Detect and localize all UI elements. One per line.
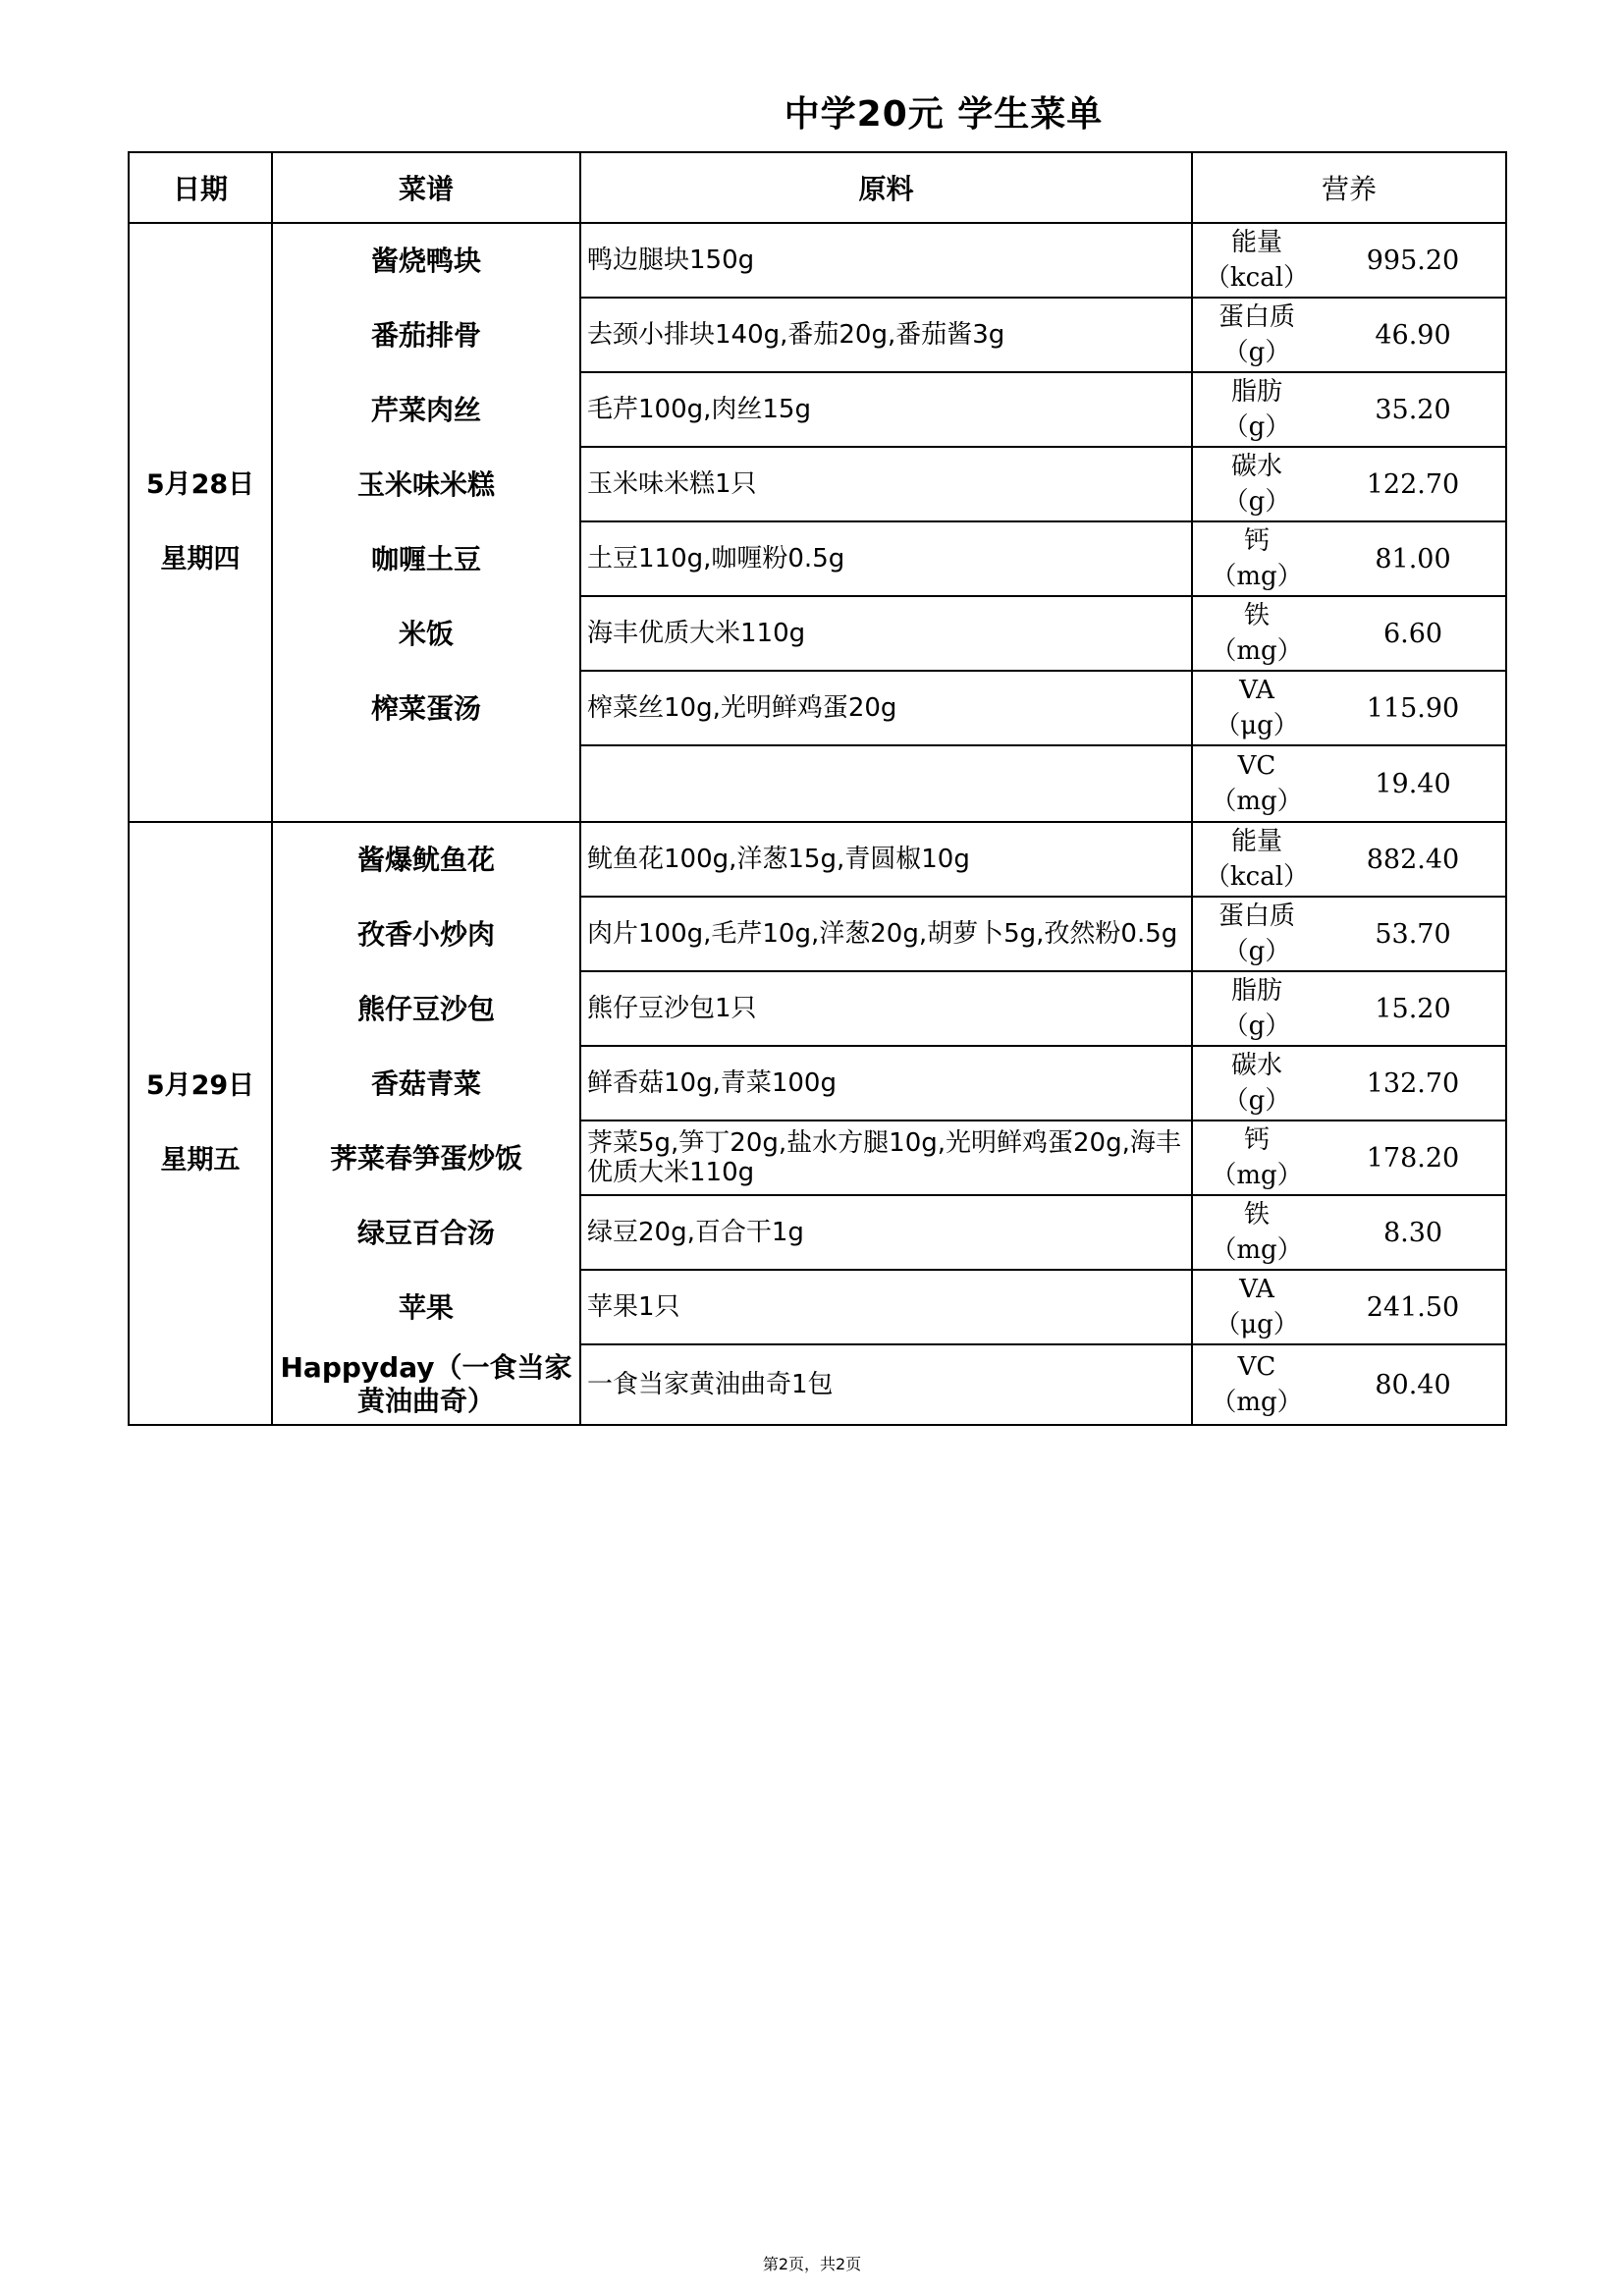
ingredients-column-cell xyxy=(580,822,1192,1425)
dish-name: 米饭 xyxy=(398,618,454,650)
nutrient-value: 6.60 xyxy=(1382,618,1443,649)
nutrient-name: 铁 xyxy=(1243,601,1270,630)
nutrient-unit: （mg） xyxy=(1211,636,1303,666)
nutrient-value: 19.40 xyxy=(1375,768,1451,799)
nutrition-row xyxy=(1193,746,1505,821)
nutrient-label xyxy=(1193,973,1321,1044)
dish-name: 番茄排骨 xyxy=(370,319,481,352)
nutrient-value: 132.70 xyxy=(1366,1067,1460,1099)
nutrient-name: VC xyxy=(1237,1352,1276,1382)
nutrient-name: 蛋白质 xyxy=(1218,302,1295,332)
dish-name: 苹果 xyxy=(398,1291,454,1324)
day-row xyxy=(129,822,1506,1425)
nutrient-label xyxy=(1193,748,1321,819)
ingredient-text: 土豆110g,咖喱粉0.5g xyxy=(581,522,1191,597)
weekday-label: 星期四 xyxy=(160,544,241,574)
nutrient-unit: （g） xyxy=(1222,487,1291,517)
nutrient-label xyxy=(1193,1272,1321,1342)
ingredient-text: 毛芹100g,肉丝15g xyxy=(581,373,1191,448)
nutrition-row xyxy=(1193,972,1505,1047)
nutrient-name: 脂肪 xyxy=(1230,377,1282,407)
nutrient-unit: （g） xyxy=(1222,1086,1291,1116)
nutrition-column-cell xyxy=(1192,822,1506,1425)
nutrient-label xyxy=(1193,449,1321,519)
nutrition-row xyxy=(1193,448,1505,522)
dish-name: 香菇青菜 xyxy=(370,1067,481,1100)
nutrition-row xyxy=(1193,1271,1505,1345)
table-header-row xyxy=(129,152,1506,223)
header-nutrition: 营养 xyxy=(1192,152,1506,223)
dish-name: 玉米味米糕 xyxy=(356,468,495,501)
nutrient-unit: （g） xyxy=(1222,1011,1291,1041)
nutrition-row xyxy=(1193,1196,1505,1271)
dish-name: 榨菜蛋汤 xyxy=(370,692,481,725)
nutrient-value: 46.90 xyxy=(1375,319,1451,351)
nutrient-value: 15.20 xyxy=(1375,993,1451,1024)
date-label: 5月29日 xyxy=(145,1070,255,1101)
dish-name: 荠菜春笋蛋炒饭 xyxy=(329,1142,522,1175)
nutrition-row xyxy=(1193,224,1505,299)
header-date: 日期 xyxy=(129,152,272,223)
nutrient-name: 铁 xyxy=(1243,1200,1270,1230)
nutrient-unit: （kcal） xyxy=(1204,862,1310,892)
ingredient-text: 玉米味米糕1只 xyxy=(581,448,1191,522)
nutrient-value: 80.40 xyxy=(1375,1369,1451,1400)
nutrient-label xyxy=(1193,225,1321,296)
nutrient-name: VC xyxy=(1237,751,1276,781)
ingredient-text: 去颈小排块140g,番茄20g,番茄酱3g xyxy=(581,299,1191,373)
nutrient-name: 钙 xyxy=(1243,526,1270,556)
nutrient-label xyxy=(1193,1349,1321,1420)
nutrient-name: 脂肪 xyxy=(1230,976,1282,1006)
date-cell xyxy=(129,822,272,1425)
nutrient-name: 蛋白质 xyxy=(1218,902,1295,931)
nutrient-unit: （g） xyxy=(1222,338,1291,367)
nutrient-value: 122.70 xyxy=(1366,468,1460,500)
ingredient-text: 鸭边腿块150g xyxy=(581,224,1191,299)
nutrient-value: 81.00 xyxy=(1375,543,1451,574)
nutrient-unit: （g） xyxy=(1222,937,1291,966)
ingredient-text: 苹果1只 xyxy=(581,1271,1191,1345)
nutrient-label xyxy=(1193,899,1321,969)
nutrient-name: VA xyxy=(1239,1275,1274,1304)
weekday-label: 星期五 xyxy=(160,1145,241,1175)
nutrition-row xyxy=(1193,672,1505,746)
dish-name: Happyday（一食当家黄油曲奇） xyxy=(280,1351,572,1417)
nutrient-name: 能量 xyxy=(1230,228,1282,257)
dish-column-cell xyxy=(272,223,580,822)
nutrition-row xyxy=(1193,597,1505,672)
dish-name: 酱烧鸭块 xyxy=(370,245,481,277)
nutrient-name: 钙 xyxy=(1243,1125,1270,1155)
nutrient-label xyxy=(1193,1048,1321,1119)
nutrient-label xyxy=(1193,824,1321,895)
nutrient-label xyxy=(1193,598,1321,669)
nutrient-label xyxy=(1193,300,1321,370)
nutrient-label xyxy=(1193,1122,1321,1193)
nutrient-label xyxy=(1193,1197,1321,1268)
dish-name: 绿豆百合汤 xyxy=(356,1217,495,1249)
nutrient-value: 8.30 xyxy=(1382,1217,1443,1248)
ingredient-text: 鱿鱼花100g,洋葱15g,青圆椒10g xyxy=(581,823,1191,898)
nutrition-row xyxy=(1193,898,1505,972)
dish-name: 芹菜肉丝 xyxy=(370,394,481,426)
nutrition-row xyxy=(1193,823,1505,898)
nutrient-name: VA xyxy=(1239,676,1274,705)
nutrient-value: 241.50 xyxy=(1366,1291,1460,1323)
menu-table xyxy=(128,151,1507,1426)
nutrient-name: 碳水 xyxy=(1230,1051,1282,1080)
ingredient-text: 一食当家黄油曲奇1包 xyxy=(587,1370,834,1399)
nutrient-unit: （mg） xyxy=(1211,787,1303,816)
dish-column-cell xyxy=(272,822,580,1425)
nutrient-value: 53.70 xyxy=(1375,918,1451,950)
page-footer: 第2页，共2页 xyxy=(762,2255,862,2273)
nutrition-row xyxy=(1193,1047,1505,1121)
page-title: 中学20元 学生菜单 xyxy=(784,94,1104,135)
nutrient-value: 882.40 xyxy=(1366,844,1460,875)
date-cell xyxy=(129,223,272,822)
ingredient-text: 熊仔豆沙包1只 xyxy=(581,972,1191,1047)
nutrient-name: 碳水 xyxy=(1230,452,1282,481)
dish-name: 熊仔豆沙包 xyxy=(356,993,495,1025)
ingredient-text: 荠菜5g,笋丁20g,盐水方腿10g,光明鲜鸡蛋20g,海丰优质大米110g xyxy=(581,1121,1191,1196)
dish-name: 酱爆鱿鱼花 xyxy=(356,844,495,876)
nutrient-unit: （μg） xyxy=(1215,711,1299,740)
ingredient-text: 肉片100g,毛芹10g,洋葱20g,胡萝卜5g,孜然粉0.5g xyxy=(581,898,1191,972)
nutrient-label xyxy=(1193,673,1321,743)
nutrition-row xyxy=(1193,522,1505,597)
ingredient-text: 鲜香菇10g,青菜100g xyxy=(581,1047,1191,1121)
ingredient-text xyxy=(581,746,1191,821)
header-ingredients: 原料 xyxy=(580,152,1192,223)
ingredients-column-cell xyxy=(580,223,1192,822)
nutrient-unit: （mg） xyxy=(1211,1161,1303,1190)
ingredient-text: 绿豆20g,百合干1g xyxy=(581,1196,1191,1271)
nutrient-value: 995.20 xyxy=(1366,245,1460,276)
ingredient-text: 海丰优质大米110g xyxy=(581,597,1191,672)
ingredient-text: 榨菜丝10g,光明鲜鸡蛋20g xyxy=(581,672,1191,746)
nutrition-row xyxy=(1193,1345,1505,1424)
nutrient-name: 能量 xyxy=(1230,827,1282,856)
nutrient-unit: （mg） xyxy=(1211,562,1303,591)
nutrient-value: 115.90 xyxy=(1366,692,1460,724)
nutrient-value: 35.20 xyxy=(1375,394,1451,425)
header-dish: 菜谱 xyxy=(272,152,580,223)
nutrient-value: 178.20 xyxy=(1366,1142,1460,1174)
nutrient-unit: （mg） xyxy=(1211,1235,1303,1265)
nutrient-label xyxy=(1193,523,1321,594)
nutrition-row xyxy=(1193,299,1505,373)
nutrient-unit: （mg） xyxy=(1211,1388,1303,1417)
dish-name: 咖喱土豆 xyxy=(370,543,481,575)
nutrition-column-cell xyxy=(1192,223,1506,822)
day-row xyxy=(129,223,1506,822)
nutrient-unit: （g） xyxy=(1222,412,1291,442)
nutrition-row xyxy=(1193,373,1505,448)
nutrition-row xyxy=(1193,1121,1505,1196)
dish-name xyxy=(273,746,579,821)
nutrient-unit: （μg） xyxy=(1215,1310,1299,1339)
date-label: 5月28日 xyxy=(145,469,255,500)
dish-name: 孜香小炒肉 xyxy=(356,918,495,951)
nutrient-unit: （kcal） xyxy=(1204,263,1310,293)
nutrient-label xyxy=(1193,374,1321,445)
